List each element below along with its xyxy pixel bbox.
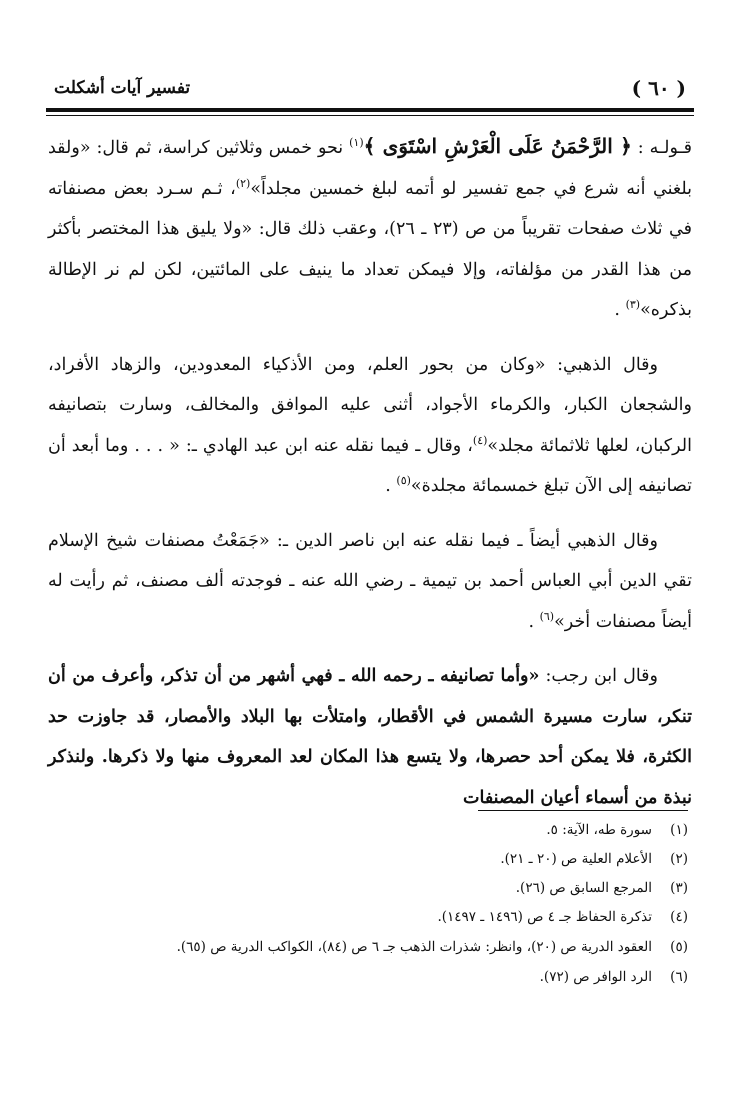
text-run: . (385, 476, 397, 496)
footnote-number: (٢) (670, 851, 688, 867)
paragraph (48, 345, 692, 507)
footnote-ref: (٢) (235, 176, 251, 190)
text-run: قـولـه : (631, 138, 692, 158)
footnote-ref: (٦) (539, 609, 555, 623)
footnote (62, 963, 688, 992)
text-run: وقال الذهبي أيضاً ـ فيما نقله عنه ابن ناصر الدين ـ: «جَمَعْتُ مصنفات شيخ الإسلام تقي الدين أبي العباس أحمد بن تيمية ـ رضي الله عنه ـ فوجدته ألف مصنف، ثم رأيت له أيضاً مصنفات أخر» (48, 530, 692, 632)
header-rule-thick (46, 108, 694, 112)
footnote-text: تذكرة الحفاظ جـ ٤ ص (١٤٩٦ ـ ١٤٩٧). (437, 909, 652, 925)
footnote-number: (٥) (670, 939, 688, 955)
text-run: . (614, 300, 626, 320)
footnote-separator (478, 810, 688, 811)
text-run: نحو خمس وثلاثين كراسة، ثم قال: «ولقد بلغني أنه شرع في جمع تفسير لو أتمه لبلغ خمسين مجلداً» (48, 138, 692, 199)
footnotes (62, 816, 688, 992)
main-text (48, 126, 692, 818)
footnote-number: (٦) (670, 969, 688, 985)
footnote-text: المرجع السابق ص (٢٦). (515, 880, 652, 896)
footnote-ref: (٤) (472, 433, 488, 447)
footnote-number: (١) (670, 822, 688, 838)
quoted-text-bold: «وأما تصانيفه ـ رحمه الله ـ فهي أشهر من أن تذكر، وأعرف من أن تنكر، سارت مسيرة الشمس في الأقطار، وامتلأت بها البلاد والأمصار، قد جاوزت حد الكثرة، فلا يمكن أحد حصرها، ولا يتسع هذا المكان لعد المعروف منها ولا ذكرها. ولنذكر نبذة من أسماء أعيان المصنفات (48, 666, 692, 808)
footnote-text: سورة طه، الآية: ٥. (546, 822, 652, 838)
footnote-text: الأعلام العلية ص (٢٠ ـ ٢١). (500, 851, 652, 867)
page-header (50, 72, 690, 102)
paragraph (48, 521, 692, 643)
paragraph (48, 126, 692, 331)
footnote (62, 903, 688, 932)
text-run: ، وقال ـ فيما نقله عنه ابن عبد الهادي ـ: « . . . وما أبعد أن تصانيفه إلى الآن تبلغ خمسمائة مجلدة» (48, 435, 692, 496)
footnote (62, 874, 688, 903)
text-run: وقال الذهبي: «وكان من بحور العلم، ومن الأذكياء المعدودين، والزهاد الأفراد، والشجعان الكبار، والكرماء الأجواد، أثنى عليه الموافق والمخالف، وسارت بتصانيفه الركبان، لعلها ثلاثمائة مجلد» (48, 354, 692, 456)
footnote-ref: (٣) (625, 298, 641, 312)
footnote (62, 845, 688, 874)
footnote-number: (٣) (670, 880, 688, 896)
running-title: تفسير آيات أشكلت (54, 78, 191, 98)
quran-verse: ﴿ الرَّحْمَنُ عَلَى الْعَرْشِ اسْتَوَى ﴾ (363, 134, 632, 158)
page-number: ( ٦٠ ) (631, 76, 686, 100)
footnote-ref: (١) (349, 136, 364, 150)
footnote-text: الرد الوافر ص (٧٢). (539, 969, 652, 985)
footnote-number: (٤) (670, 909, 688, 925)
footnote (62, 816, 688, 845)
text-run: . (528, 611, 540, 632)
text-run: ، ثـم سـرد بعض مصنفاته في ثلاث صفحات تقريباً من ص (٢٣ ـ ٢٦)، وعقب ذلك قال: «ولا يليق هذا المختصر بأكثر من هذا القدر من مؤلفاته، وإلا فيمكن تعداد ما ينيف على المائتين، لكن لم نر الإطالة بذكره» (48, 178, 692, 320)
footnote (62, 932, 688, 963)
header-rule-thin (46, 115, 694, 116)
paragraph (48, 656, 692, 818)
text-run: وقال ابن رجب: (539, 666, 658, 686)
footnote-ref: (٥) (396, 474, 411, 488)
footnote-text: العقود الدرية ص (٢٠)، وانظر: شذرات الذهب جـ ٦ ص (٨٤)، الكواكب الدرية ص (٦٥). (176, 939, 652, 955)
